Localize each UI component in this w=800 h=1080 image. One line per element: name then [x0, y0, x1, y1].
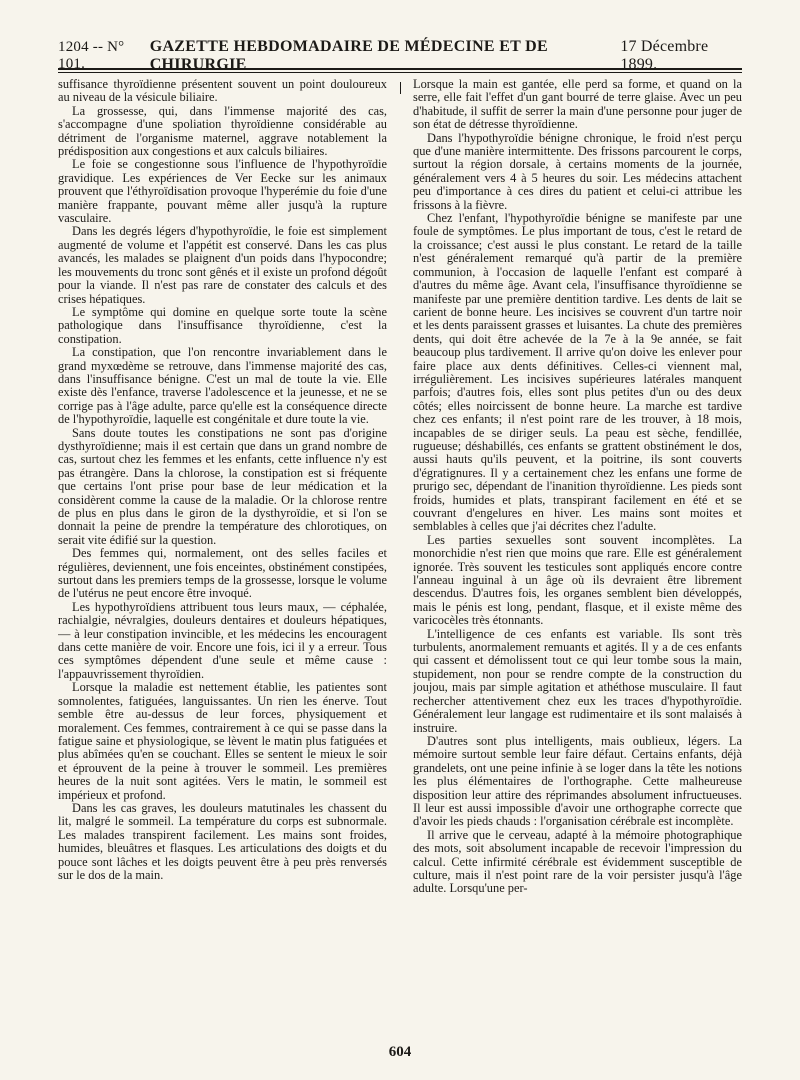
paragraph: Il arrive que le cerveau, adapté à la mémoire photographique des mots, soit absolument incapable de recevoir l'impression du calcul. Cette infirmité cérébrale est évidemment susceptible de culture, mais il n'est point rare de la voir persister jusqu'à l'âge adulte. Lorsqu'une per- [413, 827, 742, 896]
paragraph: Le foie se congestionne sous l'influence de l'hypothyroïdie gravidique. Les expériences de Ver Eecke sur les animaux prouvent que l'éthyroïdisation provoque l'hyperémie du foie d'une manière frappante, pouvant même aller jusqu'à la rupture vasculaire. [58, 157, 387, 226]
paragraph: Sans doute toutes les constipations ne sont pas d'origine dysthyroïdienne; mais il est certain que dans un grand nombre de cas, surtout chez les femmes et les enfants, cette influence n'y est pas étrangère. Dans la chlorose, la constipation est si fréquente que certains l'ont prise pour base de leur médication et la considèrent comme la cause de la maladie. Or la chlorose rentre de plus en plus dans le giron de la dysthyroïdie, et si l'on se donnait la peine de prendre la température des chlorotiques, on serait vite édifié sur la question. [58, 425, 387, 547]
left-column [58, 78, 387, 1032]
paragraph: Dans l'hypothyroïdie bénigne chronique, le froid n'est perçu que d'une manière intermittente. Des frissons parcourent le corps, surtout la région dorsale, à certains moments de la journée, généralement vers 4 à 5 heures du soir. Les médecins attachent peu d'importance à ces dires du patient et celui-ci attribue les frissons à la fièvre. [413, 130, 742, 212]
paragraph: Dans les cas graves, les douleurs matutinales les chassent du lit, malgré le sommeil. La température du corps est subnormale. Les malades transpirent facilement. Les mains sont froides, humides, bleuâtres et flasques. Les articulations des doigts et du pouce sont lâches et les doigts peuvent être à peu près renversés sur le dos de la main. [58, 800, 387, 882]
page-number: 604 [388, 1044, 412, 1060]
paragraph: Le symptôme qui domine en quelque sorte toute la scène pathologique dans l'insuffisance thyroïdienne, c'est la constipation. [58, 304, 387, 346]
paragraph: D'autres sont plus intelligents, mais oublieux, légers. La mémoire surtout semble leur faire défaut. Certains enfants, déjà grandelets, ont une peine infinie à se loger dans la tête les notions les plus élémentaires de l'orthographe. Cette malheureuse disposition leur attire des réprimandes absolument infructueuses. Il leur est aussi impossible d'avoir une orthographe correcte que d'avoir les pieds chauds : l'organisation cérébrale est incomplète. [413, 733, 742, 829]
paragraph: La constipation, que l'on rencontre invariablement dans le grand myxœdème se retrouve, dans l'immense majorité des cas, dans l'insuffisance bénigne. C'est un mal de toute la vie. Elle existe dès l'enfance, traverse l'adolescence et la jeunesse, et ne se corrige pas à l'âge adulte, parce qu'elle est la conséquence directe de l'hypothyroïdie, laquelle est congénitale et dure toute la vie. [58, 345, 387, 427]
header-rule [58, 68, 742, 73]
running-header [58, 38, 742, 73]
issue-date: 17 Décembre 1899. [620, 38, 709, 73]
paragraph: Les hypothyroïdiens attribuent tous leurs maux, — céphalée, rachialgie, névralgies, douleurs dentaires et douleurs hépatiques, — à leur constipation invincible, et les médecins les encouragent dans cette manière de voir. Encore une fois, ici il y a erreur. Tous ces symptômes dépendent d'une seule et même cause : l'appauvrissement thyroïdien. [58, 599, 387, 681]
paragraph: La grossesse, qui, dans l'immense majorité des cas, s'accompagne d'une spoliation thyroïdienne considérable au détriment de l'organisme maternel, aggrave notablement la prédisposition aux congestions et aux calculs biliaires. [58, 103, 387, 159]
paragraph: Lorsque la main est gantée, elle perd sa forme, et quand on la serre, elle fait l'effet d'un gant bourré de terre glaise. Avec un peu d'habitude, il suffit de serrer la main d'une personne pour juger de son état de détresse thyroïdienne. [413, 78, 742, 132]
right-column [413, 78, 742, 1032]
text-columns [58, 78, 742, 1032]
paragraph: Les parties sexuelles sont souvent incomplètes. La monorchidie n'est rien que moins que rare. Elle est généralement ignorée. Très souvent les testicules sont appliqués encore contre l'anneau inguinal à un âge où ils devraient être librement descendus. D'autres fois, les organes semblent bien développés, mais le pénis est long, pendant, flasque, et il existe même des varicocèles très étonnants. [413, 532, 742, 628]
paragraph: Chez l'enfant, l'hypothyroïdie bénigne se manifeste par une foule de symptômes. Le plus important de tous, c'est le retard de la croissance; c'est aussi le plus constant. Le retard de la taille n'est généralement remarqué qu'à partir de la première communion, à l'occasion de laquelle l'enfant est comparé à d'autres du même âge. Avant cela, l'insuffisance thyroïdienne se manifeste par une première dentition tardive. Les dents de lait se carient de bonne heure. Les incisives se couvrent d'un tartre noir et les dents paraissent grasses et luisantes. La chute des premières dents, qui doit être achevée de la 7e à la 9e année, se fait beaucoup plus tardivement. Il arrive qu'on doive les enlever pour faire place aux dents définitives. Celles-ci viennent mal, irrégulièrement. Les incisives supérieures latérales manquent parfois; d'autres fois, elles sont plus petites d'un ou des deux côtés; elles noircissent de bonne heure. La marche est tardive chez ces enfants; il n'est point rare de les trouver, à 18 mois, incapables de se diriger seuls. La peau est sèche, fendillée, rugueuse; déshabillés, ces enfants se grattent obstinément le dos, aussi hauts qu'ils peuvent, et la poitrine, ils sont couverts d'égratignures. Il y a certainement chez les enfans une forme de prurigo sec, dépendant de l'inanition thyroïdienne. Les pieds sont froids, humides et plats, transpirant facilement en été et se couvrant d'engelures en hiver. Les mains sont moites et semblables à celles que j'ai décrites chez l'adulte. [413, 211, 742, 534]
paragraph: Lorsque la maladie est nettement établie, les patientes sont somnolentes, fatiguées, languissantes. Un rien les énerve. Tout semble être au-dessus de leur forces, physiquement et moralement. Ces femmes, contrairement à ce qui se passe dans la fatigue saine et physiologique, se lèvent le matin plus fatiguées et plus abîmées qu'en se couchant. Elles se sentent le mieux le soir et éprouvent de la peine à trouver le sommeil. Les premières heures de la nuit sont agitées. Vers le matin, le sommeil est impérieux et profond. [58, 680, 387, 802]
paragraph: Dans les degrés légers d'hypothyroïdie, le foie est simplement augmenté de volume et l'appétit est conservé. Dans les cas plus avancés, les malades se plaignent d'un poids dans l'hypocondre; les mouvements du tronc sont gênés et il existe un profond dégoût pour la viande. Il n'est pas rare de constater des calculs et des crises hépatiques. [58, 224, 387, 306]
paragraph: L'intelligence de ces enfants est variable. Ils sont très turbulents, anormalement remuants et agités. Il y a de ces enfants qui cassent et démolissent tout ce qui leur tombe sous la main, stupidement, non pour se rendre compte de la construction du joujou, mais par simple agitation et athéthose musculaire. Il faut rechercher attentivement chez eux les traces d'hypothyroïdie. Généralement leur langage est rudimentaire et ils sont malaisés à instruire. [413, 626, 742, 735]
paragraph: suffisance thyroïdienne présentent souvent un point douloureux au niveau de la vésicule biliaire. [58, 78, 387, 105]
paragraph: Des femmes qui, normalement, ont des selles faciles et régulières, deviennent, une fois enceintes, obstinément constipées, surtout dans les premiers temps de la grossesse, lorsque le volume de l'utérus ne peut encore être invoqué. [58, 546, 387, 601]
column-divider [400, 82, 401, 94]
issue-number: 1204 -- N° 101. [58, 39, 125, 72]
journal-title: GAZETTE HEBDOMADAIRE DE MÉDECINE ET DE CHIRURGIE [149, 38, 548, 73]
